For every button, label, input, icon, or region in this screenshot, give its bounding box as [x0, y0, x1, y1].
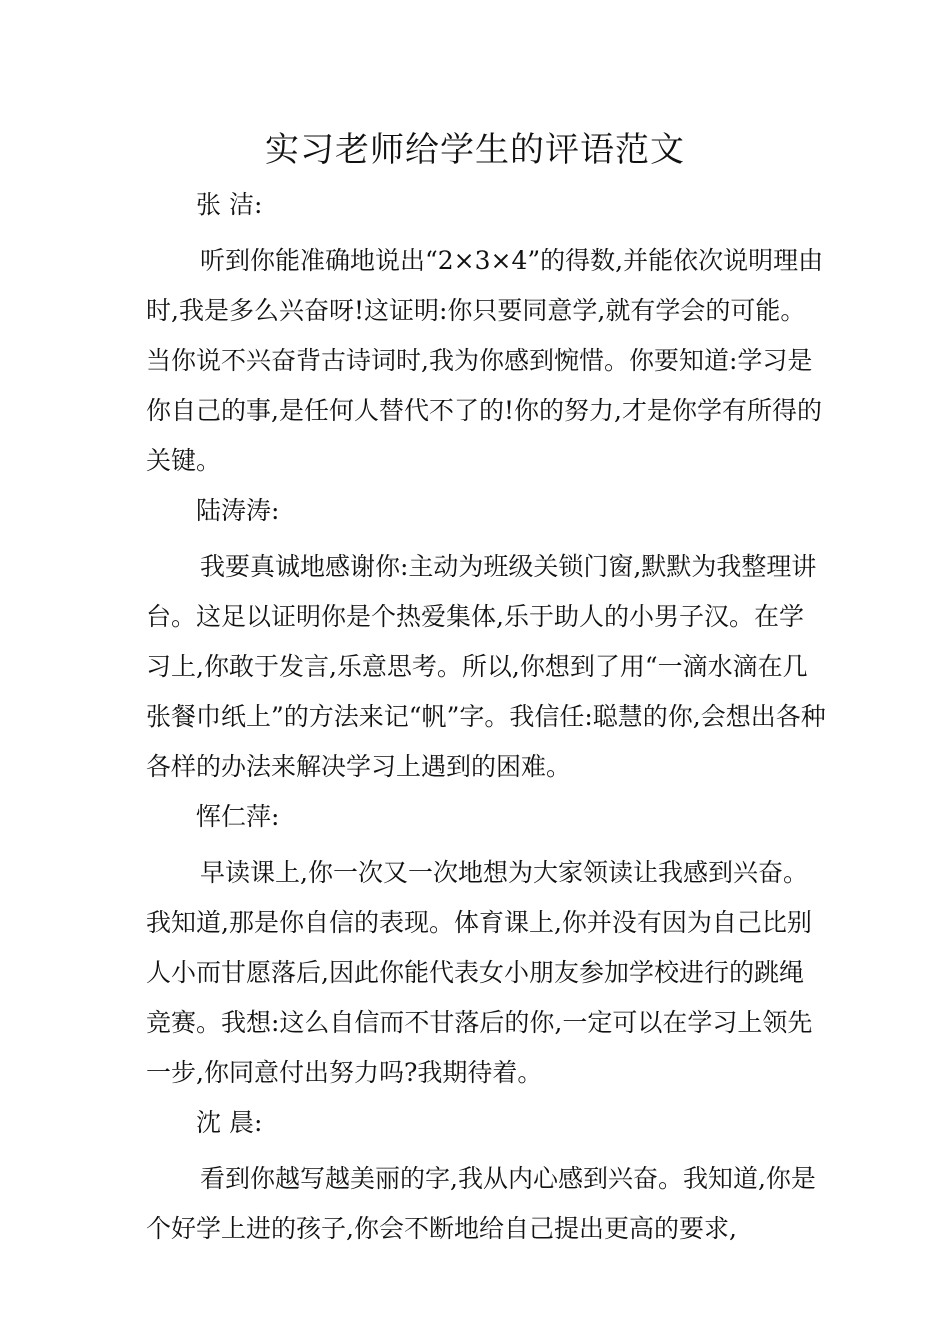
- student-name-zhang-jie: 张 洁:: [196, 190, 263, 219]
- comment-paragraph-shen-chen: 看到你越写越美丽的字,我从内心感到兴奋。我知道,你是个好学上进的孩子,你会不断地给自己提出更高的要求,: [146, 1164, 816, 1243]
- student-name-lu-taotao: 陆涛涛:: [196, 496, 280, 525]
- student-name-yun-renping: 恽仁萍:: [196, 802, 280, 831]
- comment-paragraph-yun-renping: 早读课上,你一次又一次地想为大家领读让我感到兴奋。我知道,那是你自信的表现。体育课上,你并没有因为自己比别人小而甘愿落后,因此你能代表女小朋友参加学校进行的跳绳竞赛。我想:这么自信而不甘落后的你,一定可以在学习上领先一步,你同意付出努力吗?我期待着。: [146, 858, 813, 1087]
- document-body: [146, 180, 826, 1254]
- comment-paragraph-lu-taotao: 我要真诚地感谢你:主动为班级关锁门窗,默默为我整理讲台。这足以证明你是个热爱集体,乐于助人的小男子汉。在学习上,你敢于发言,乐意思考。所以,你想到了用“一滴水滴在几张餐巾纸上”的方法来记“帆”字。我信任:聪慧的你,会想出各种各样的办法来解决学习上遇到的困难。: [146, 552, 826, 781]
- student-name-shen-chen: 沈 晨:: [196, 1108, 263, 1137]
- comment-paragraph-zhang-jie: 听到你能准确地说出“2×3×4”的得数,并能依次说明理由时,我是多么兴奋呀!这证明:你只要同意学,就有学会的可能。当你说不兴奋背古诗词时,我为你感到惋惜。你要知道:学习是你自己的事,是任何人替代不了的!你的努力,才是你学有所得的关键。: [146, 246, 824, 475]
- document-title: 实习老师给学生的评语范文: [265, 130, 685, 170]
